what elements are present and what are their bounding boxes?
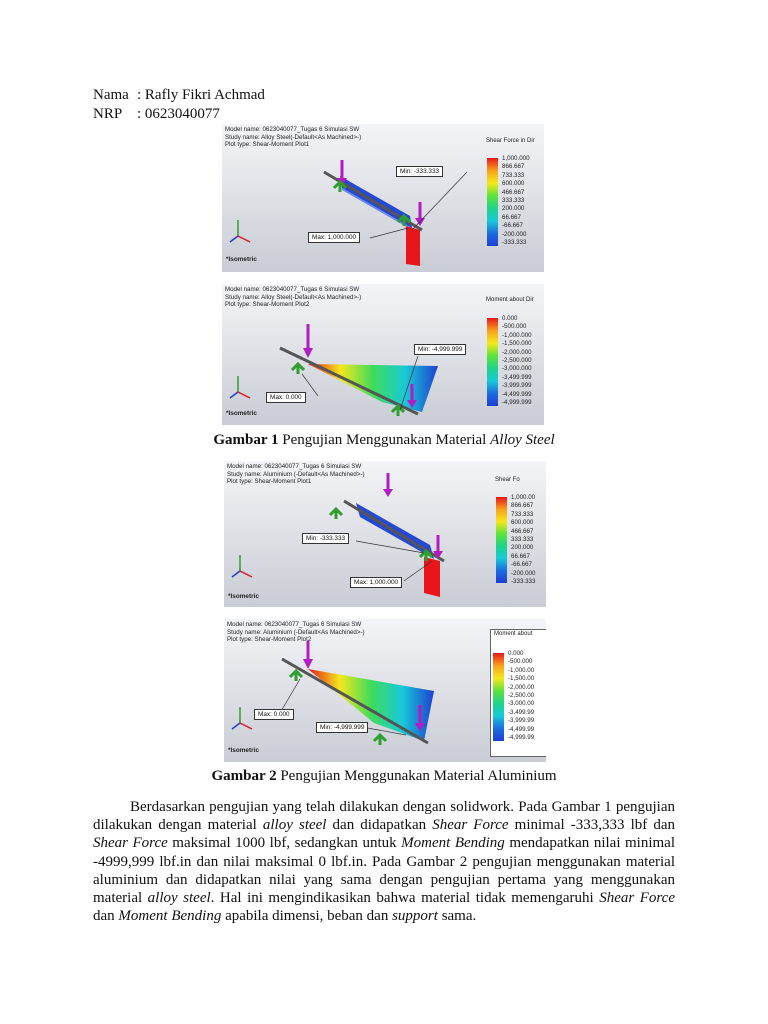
- figure1-caption: Gambar 1 Pengujian Menggunakan Material Alloy Steel: [213, 432, 555, 448]
- plot-type: Plot type: Shear-Moment Plot2: [225, 301, 310, 309]
- fixture-icon: [292, 364, 304, 374]
- max-callout: Max: 1,000.000: [308, 232, 360, 243]
- study-name: Study name: Alloy Steel(-Default<As Machined>-): [225, 293, 362, 301]
- fixture-icon: [330, 509, 342, 519]
- positive-shear-region: [424, 557, 440, 597]
- plot-type: Plot type: Shear-Moment Plot1: [227, 478, 312, 486]
- model-name: Model name: 0623040077_Tugas 6 Simulasi SW: [225, 286, 360, 293]
- load-arrow-icon: [303, 348, 313, 358]
- view-orientation-label: *Isometric: [228, 593, 259, 600]
- figure2-caption: Gambar 2 Pengujian Menggunakan Material Aluminium: [211, 768, 557, 784]
- color-bar: [487, 158, 498, 246]
- axis-triad-icon: [230, 376, 250, 398]
- max-callout: Max: 0.000: [254, 709, 294, 720]
- min-callout: Min: -4,999.999: [316, 722, 368, 733]
- axis-triad-icon: [230, 220, 250, 242]
- plot-type: Plot type: Shear-Moment Plot2: [227, 636, 312, 644]
- caption-number: Gambar 1: [213, 432, 279, 448]
- name-value: : Rafly Fikri Achmad: [137, 87, 265, 103]
- view-orientation-label: *Isometric: [226, 256, 257, 263]
- legend-title: Shear Force in Dir: [486, 138, 535, 144]
- student-name-line: [93, 87, 265, 104]
- color-bar: [496, 497, 507, 583]
- fig1-shear-panel: [222, 124, 544, 272]
- legend-title: Shear Fo: [495, 477, 520, 483]
- fixture-icon: [374, 735, 386, 745]
- min-callout: Min: -333.333: [396, 166, 443, 177]
- min-callout: Min: -4,999.999: [414, 344, 466, 355]
- fixture-icon: [290, 671, 302, 681]
- legend-ticks: 1,000.00 866.667 733.333 600.000 466.667 333.333 200.000 66.667 -66.667 -200.000 -333.333: [511, 494, 536, 586]
- positive-shear-region: [406, 226, 420, 266]
- fig2-moment-panel: [224, 619, 546, 762]
- load-arrow-icon: [303, 659, 313, 669]
- nrp-label: NRP: [93, 106, 123, 122]
- max-callout: Max: 0.000: [266, 392, 306, 403]
- load-arrow-icon: [383, 489, 393, 497]
- fig1-moment-panel: [222, 284, 544, 425]
- min-callout: Min: -333.333: [302, 533, 349, 544]
- caption-number: Gambar 2: [211, 768, 277, 784]
- fig2-shear-panel: [224, 461, 546, 607]
- model-name: Model name: 0623040077_Tugas 6 Simulasi SW: [225, 126, 360, 133]
- view-orientation-label: *Isometric: [228, 747, 259, 754]
- legend-ticks: 0.000 -500.000 -1,000.00 -1,500.00 -2,000.00 -2,500.00 -3,000.00 -3,499.99 -3,999.99 -4,499.99 -4,999.99: [508, 650, 535, 742]
- legend-title: Moment about: [494, 631, 533, 637]
- study-name: Study name: Aluminium (-Default<As Machined>-): [227, 470, 365, 478]
- axis-triad-icon: [232, 555, 252, 577]
- body-paragraph: Berdasarkan pengujian yang telah dilakukan dengan solidwork. Pada Gambar 1 pengujian dilakukan dengan material alloy steel dan didapatkan Shear Force minimal -333,333 lbf dan Shear Force maksimal 1000 lbf, sedangkan untuk Moment Bending mendapatkan nilai minimal -4999,999 lbf.in dan nilai maksimal 0 lbf.in. Pada Gambar 2 pengujian menggunakan material aluminium dan didapatkan nilai yang sama dengan pengujian pertama yang menggunakan material alloy steel. Hal ini mengindikasikan bahwa material tidak memengaruhi Shear Force dan Moment Bending apabila dimensi, beban dan support sama.: [93, 799, 676, 925]
- model-name: Model name: 0623040077_Tugas 6 Simulasi SW: [227, 621, 362, 628]
- view-orientation-label: *Isometric: [226, 410, 257, 417]
- name-label: Nama: [93, 87, 129, 103]
- plot-type: Plot type: Shear-Moment Plot1: [225, 141, 310, 149]
- axis-triad-icon: [232, 707, 252, 729]
- color-bar: [487, 318, 498, 406]
- model-name: Model name: 0623040077_Tugas 6 Simulasi SW: [227, 463, 362, 470]
- nrp-value: : 0623040077: [137, 106, 220, 122]
- legend-ticks: 1,000.000 866.667 733.333 600.000 466.667 333.333 200.000 66.667 -66.667 -200.000 -333.333: [502, 155, 530, 247]
- legend-ticks: 0.000 -500.000 -1,000.000 -1,500.000 -2,000.000 -2,500.000 -3,000.000 -3,499.999 -3,999.999 -4,499.999 -4,999.999: [502, 315, 532, 407]
- max-callout: Max: 1,000.000: [350, 577, 402, 588]
- student-nrp-line: [93, 106, 220, 123]
- legend-title: Moment about Dir: [486, 297, 534, 303]
- color-bar: [493, 653, 504, 741]
- study-name: Study name: Alloy Steel(-Default<As Machined>-): [225, 133, 362, 141]
- study-name: Study name: Aluminium (-Default<As Machined>-): [227, 628, 365, 636]
